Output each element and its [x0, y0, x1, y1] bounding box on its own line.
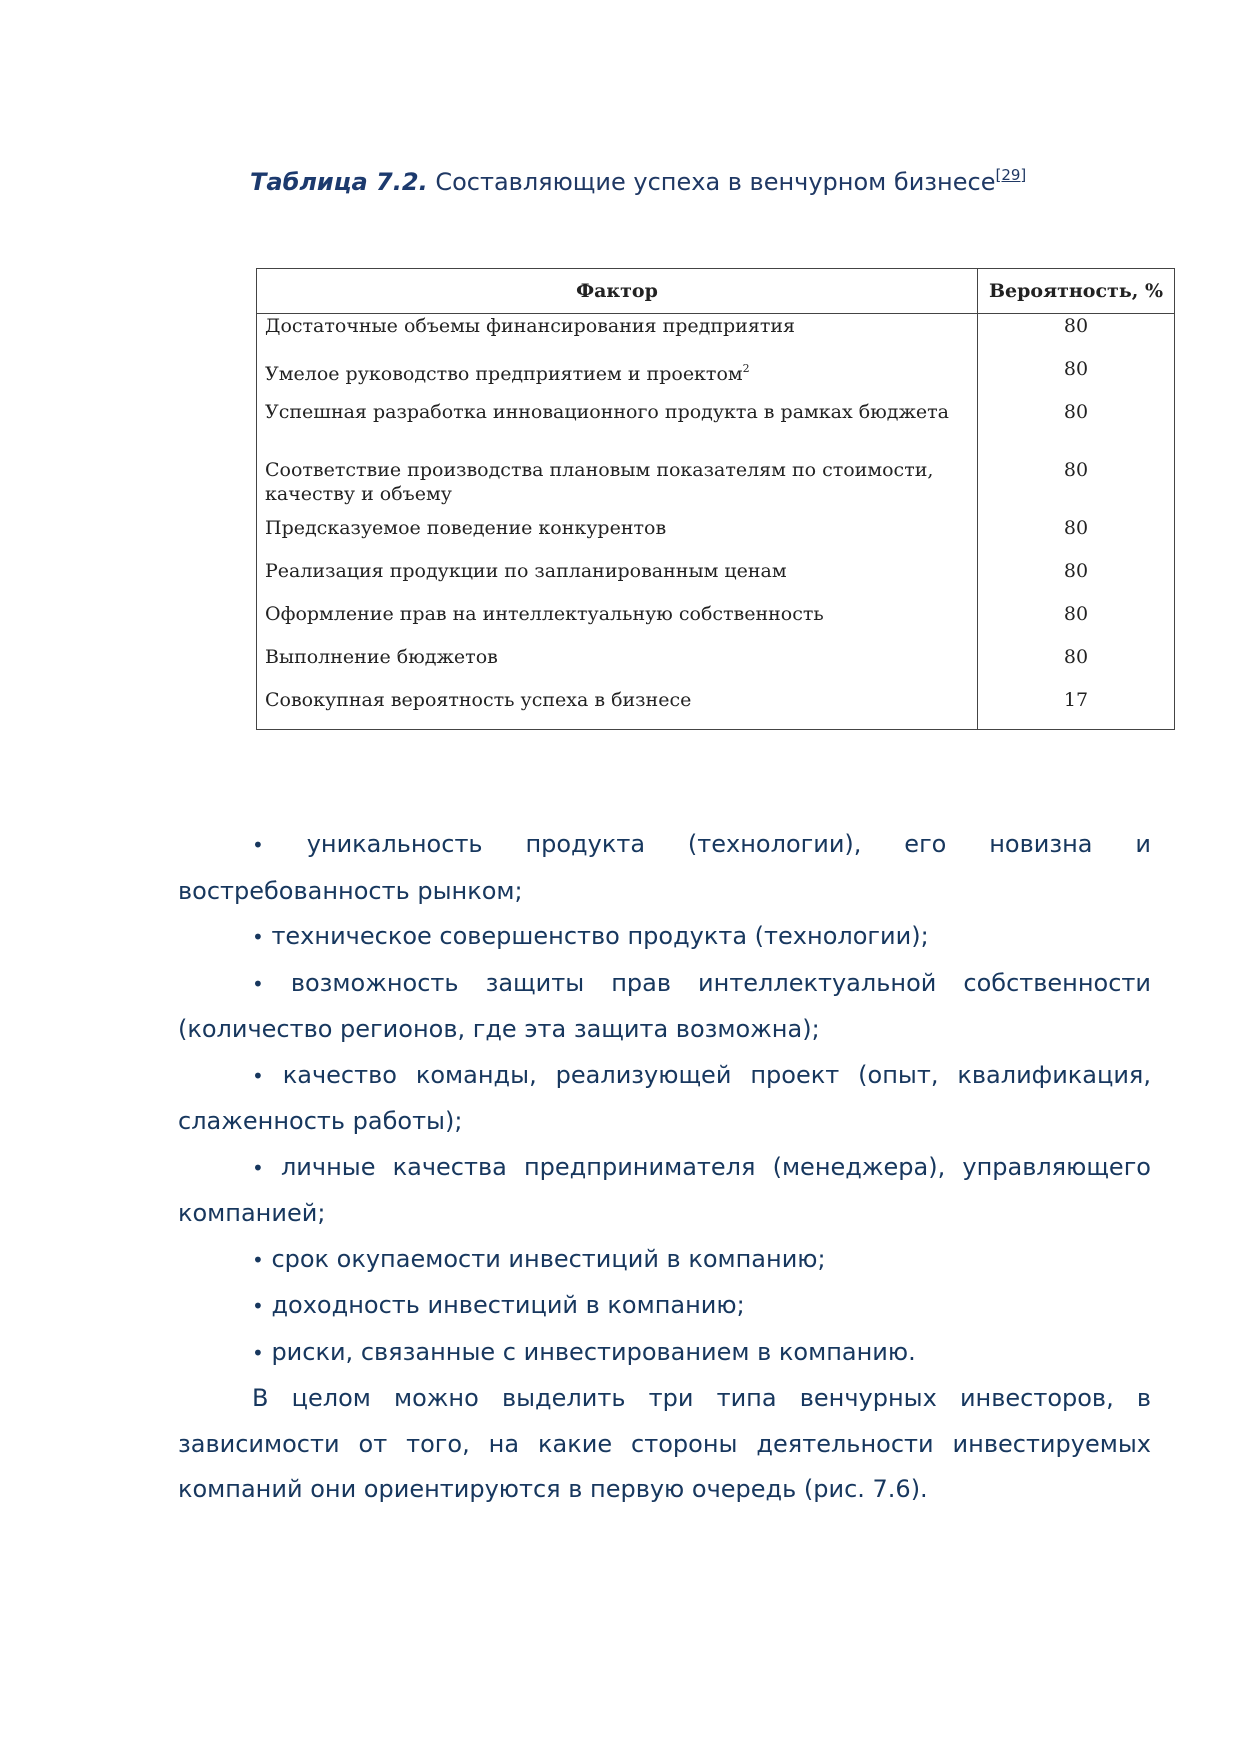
bullet-marker: • — [252, 1155, 264, 1180]
header-factor: Фактор — [257, 269, 978, 314]
bullet-marker: • — [252, 925, 264, 949]
probability-cell: 80 — [978, 458, 1175, 516]
bullet-text: качество команды, реализующей проект (опыт, квалификация, слаженность работы); — [178, 1060, 1151, 1135]
body-text — [178, 822, 1151, 1513]
bullet-text: личные качества предпринимателя (менеджера), управляющего компанией; — [178, 1152, 1151, 1227]
bullet-item — [178, 1330, 1151, 1377]
probability-cell: 80 — [978, 314, 1175, 358]
bullet-marker: • — [252, 1063, 264, 1088]
footnote-marker: 2 — [742, 362, 750, 375]
bullet-marker: • — [252, 833, 264, 857]
success-factors-table — [256, 268, 1175, 730]
factor-cell: Выполнение бюджетов — [257, 645, 978, 688]
bullet-marker: • — [252, 1294, 264, 1318]
bullet-marker: • — [252, 971, 264, 996]
table-row — [257, 645, 1175, 688]
bullet-text: уникальность продукта (технологии), его новизна и востребованность рынком; — [178, 830, 1151, 905]
bullet-text: риски, связанные с инвестированием в компанию. — [271, 1337, 916, 1366]
bullet-item — [178, 961, 1151, 1053]
table-row — [257, 458, 1175, 516]
factor-cell: Достаточные объемы финансирования предприятия — [257, 314, 978, 358]
factor-text: Умелое руководство предприятием и проектом — [265, 363, 743, 385]
bullet-item — [178, 1145, 1151, 1237]
probability-cell: 80 — [978, 602, 1175, 645]
bullet-item — [178, 1237, 1151, 1284]
probability-cell: 80 — [978, 357, 1175, 400]
table-row — [257, 516, 1175, 559]
factor-cell — [257, 357, 978, 400]
bullet-marker: • — [252, 1247, 264, 1272]
probability-cell: 80 — [978, 516, 1175, 559]
bullet-item — [178, 1053, 1151, 1145]
table-row — [257, 400, 1175, 458]
bullet-item — [178, 914, 1151, 961]
header-probability: Вероятность, % — [978, 269, 1175, 314]
table-caption — [250, 160, 1026, 197]
table-row — [257, 357, 1175, 400]
probability-cell: 80 — [978, 645, 1175, 688]
bullet-marker: • — [252, 1340, 264, 1365]
table-row — [257, 559, 1175, 602]
closing-paragraph: В целом можно выделить три типа венчурных инвесторов, в зависимости от того, на какие стороны деятельности инвестируемых компаний они ориентируются в первую очередь (рис. 7.6). — [178, 1384, 1151, 1503]
factor-cell: Соответствие производства плановым показателям по стоимости, качеству и объему — [257, 458, 978, 516]
caption-label: Таблица 7.2. — [250, 168, 428, 196]
probability-cell: 80 — [978, 559, 1175, 602]
caption-title: Составляющие успеха в венчурном бизнесе — [435, 168, 996, 196]
probability-cell: 80 — [978, 400, 1175, 458]
bullet-text: доходность инвестиций в компанию; — [271, 1291, 745, 1319]
factor-cell: Успешная разработка инновационного продукта в рамках бюджета — [257, 400, 978, 458]
factor-cell: Совокупная вероятность успеха в бизнесе — [257, 688, 978, 730]
bullet-item — [178, 1283, 1151, 1330]
factor-cell: Реализация продукции по запланированным ценам — [257, 559, 978, 602]
table-row — [257, 314, 1175, 358]
factor-cell: Предсказуемое поведение конкурентов — [257, 516, 978, 559]
bullet-text: техническое совершенство продукта (технологии); — [271, 922, 929, 950]
bullet-item — [178, 822, 1151, 914]
table-header-row — [257, 269, 1175, 314]
probability-cell: 17 — [978, 688, 1175, 730]
citation-link[interactable]: [29] — [995, 166, 1027, 184]
table-row — [257, 602, 1175, 645]
factor-cell: Оформление прав на интеллектуальную собственность — [257, 602, 978, 645]
bullet-text: срок окупаемости инвестиций в компанию; — [271, 1244, 826, 1273]
table-row-total — [257, 688, 1175, 730]
bullet-text: возможность защиты прав интеллектуальной собственности (количество регионов, где эта защита возможна); — [178, 968, 1151, 1043]
